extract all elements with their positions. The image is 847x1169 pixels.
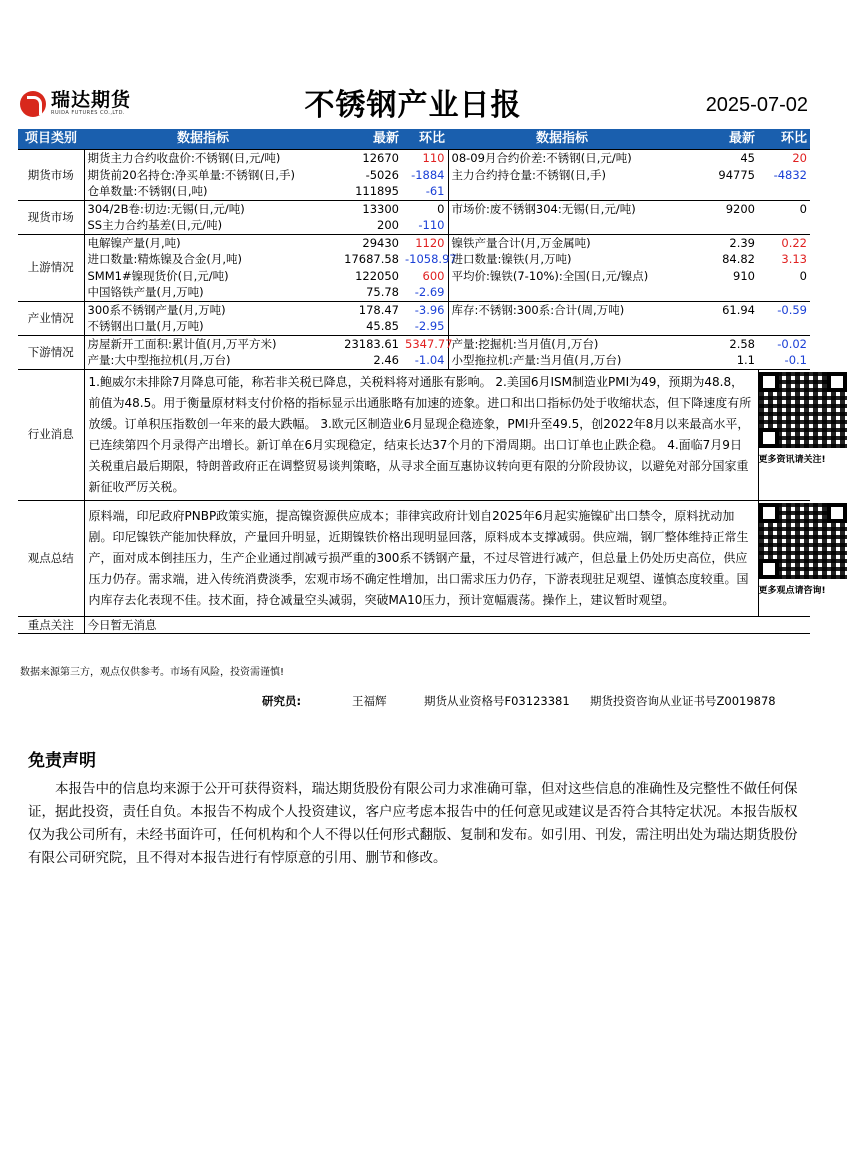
table-row [18,335,810,352]
header-indicator-left: 数据指标 [84,129,322,150]
latest-value [676,217,758,234]
focus-text: 今日暂无消息 [84,616,810,634]
header-latest-right: 最新 [676,129,758,150]
indicator-name: 仓单数量:不锈钢(日,吨) [87,184,208,198]
table-row [18,251,810,268]
change-value: -2.95 [402,318,448,335]
qr-cell [758,369,826,500]
indicator-name: 300系不锈钢产量(月,万吨) [84,301,322,318]
change-value: 3.13 [781,252,807,266]
change-value: -0.59 [758,301,810,318]
qr-caption: 更多资讯请关注! [758,454,826,465]
table-row [18,217,810,234]
change-value: -1.04 [402,352,448,369]
header-change-right: 环比 [758,129,810,150]
latest-value: 94775 [718,167,755,182]
report-title: 不锈钢产业日报 [304,88,522,123]
latest-value: 178.47 [322,301,402,318]
change-value: 110 [402,150,448,167]
latest-value: 13300 [322,200,402,217]
indicator-name: 市场价:废不锈钢304:无锡(日,元/吨) [448,200,676,217]
category-cell: 下游情况 [18,335,84,369]
indicator-name: 期货主力合约收盘价:不锈钢(日,元/吨) [84,150,322,167]
views-text: 原料端，印尼政府PNBP政策实施，提高镍资源供应成本；菲律宾政府计划自2025年6月起实施镍矿出口禁令，原料扰动加剧。印尼镍铁产能加快释放，产量回升明显，近期镍铁价格出现明显回落，原料成本支撑减弱。供应端，钢厂整体维持正常生产，面对成本倒挂压力，生产企业通过削减亏损严重的300系不锈钢产量，不过尽管进行减产，但总量上仍处历史高位，供应压力仍存。需求端，进入传统消费淡季，宏观市场不确定性增加，出口需求压力仍存，下游表现驻足观望、谨慎态度较重。国内库存去化表现不佳。技术面，持仓减量空头减弱，突破MA10压力，预计宽幅震荡。操作上，建议暂时观望。 [84,500,758,616]
indicator-name: 中国铬铁产量(月,万吨) [87,285,204,299]
indicator-name: SS主力合约基差(日,元/吨) [87,218,223,232]
table-row [18,234,810,251]
table-row [18,284,810,301]
latest-value: -5026 [365,167,399,182]
latest-value: 29430 [322,234,402,251]
change-value: -1884 [402,167,448,184]
indicator-name: 平均价:镍铁(7-10%):全国(日,元/镍点) [451,268,649,283]
table-row [18,318,810,335]
qr-code-icon [759,503,847,579]
indicator-name: 主力合约持仓量:不锈钢(日,手) [451,167,607,182]
category-cell: 行业消息 [18,369,84,500]
latest-value: 75.78 [366,285,399,299]
latest-value: 2.39 [676,234,758,251]
indicator-name: 房屋新开工面积:累计值(月,万平方米) [84,335,322,352]
report-date: 2025-07-02 [705,94,808,116]
category-cell: 上游情况 [18,234,84,301]
table-row [18,352,810,369]
latest-value: 200 [377,218,399,232]
table-header-row [18,129,810,150]
change-value [758,183,810,200]
futures-qualification: 期货从业资格号F03123381 [424,694,570,708]
change-value: 600 [402,268,448,285]
change-value: 0 [402,200,448,217]
logo-name-cn: 瑞达期货 [51,89,132,111]
category-cell: 观点总结 [18,500,84,616]
disclaimer-body: 本报告中的信息均来源于公开可获得资料，瑞达期货股份有限公司力求准确可靠，但对这些信息的准确性及完整性不做任何保证，据此投资，责任自负。本报告不构成个人投资建议，客户应考虑本报告中的任何意见或建议是否符合其特定状况。本报告版权仅为我公司所有，未经书面许可，任何机构和个人不得以任何形式翻版、复制和发布。如引用、刊发，需注明出处为瑞达期货股份有限公司研究院，且不得对本报告进行有悖原意的引用、删节和修改。 [28,781,798,866]
change-value: -110 [402,217,448,234]
header-category: 项目类别 [18,129,84,150]
latest-value [676,284,758,301]
latest-value: 1.1 [736,353,755,367]
latest-value: 9200 [676,200,758,217]
change-value: 1120 [402,234,448,251]
latest-value: 17687.58 [344,252,399,266]
latest-value [676,183,758,200]
indicator-name: 电解镍产量(月,吨) [84,234,322,251]
qr-cell [758,500,826,616]
change-value: -4832 [773,167,807,182]
change-value: -0.1 [784,353,807,367]
indicator-name: 进口数量:镍铁(月,万吨) [451,252,572,266]
change-value: -3.96 [402,301,448,318]
latest-value: 84.82 [722,252,755,266]
text-section-row [18,369,810,500]
change-value [758,284,810,301]
table-row [18,183,810,200]
change-value: -1058.97 [402,251,448,268]
table-row [18,150,810,167]
indicator-name: 304/2B卷:切边:无锡(日,元/吨) [84,200,322,217]
latest-value: 23183.61 [322,335,402,352]
indicator-name: 镍铁产量合计(月,万金属吨) [448,234,676,251]
qr-code-icon [759,372,847,448]
latest-value: 2.46 [373,353,399,367]
latest-value: 122050 [355,268,399,283]
change-value: -0.02 [758,335,810,352]
indicator-name [448,183,676,200]
change-value [758,318,810,335]
table-row [18,167,810,184]
indicator-name [448,217,676,234]
change-value: 0.22 [758,234,810,251]
table-row [18,301,810,318]
latest-value: 910 [733,268,755,283]
category-cell: 现货市场 [18,200,84,234]
consulting-certificate: 期货投资咨询从业证书号Z0019878 [590,694,776,708]
change-value: -2.69 [402,284,448,301]
disclaimer-title: 免责声明 [28,751,96,771]
source-note: 数据来源第三方，观点仅供参考。市场有风险，投资需谨慎! [20,667,285,678]
latest-value: 45 [676,150,758,167]
category-cell: 期货市场 [18,150,84,201]
indicator-name: 产量:挖掘机:当月值(月,万台) [448,335,676,352]
category-cell: 重点关注 [18,616,84,634]
researcher-name: 王福辉 [352,694,387,708]
category-cell: 产业情况 [18,301,84,335]
indicator-name: 不锈钢出口量(月,万吨) [87,319,204,333]
indicator-name: 产量:大中型拖拉机(月,万台) [87,353,231,367]
logo-name-en: RUIDA FUTURES CO.,LTD. [51,110,126,116]
focus-row [18,616,810,634]
latest-value: 111895 [355,184,399,198]
change-value [758,217,810,234]
change-value: 0 [758,200,810,217]
text-section-row [18,500,810,616]
table-row [18,200,810,217]
data-table [18,129,826,634]
header-indicator-right: 数据指标 [448,129,676,150]
change-value: -61 [402,183,448,200]
indicator-name: 库存:不锈钢:300系:合计(周,万吨) [448,301,676,318]
latest-value: 61.94 [676,301,758,318]
indicator-name [448,318,676,335]
change-value: 5347.77 [402,335,448,352]
researcher-label: 研究员: [262,694,302,708]
change-value: 0 [799,268,807,283]
change-value: 20 [758,150,810,167]
indicator-name: 08-09月合约价差:不锈钢(日,元/吨) [448,150,676,167]
header-change-left: 环比 [402,129,448,150]
table-row [18,268,810,285]
latest-value: 45.85 [366,319,399,333]
header-latest-left: 最新 [322,129,402,150]
news-text: 1.鲍威尔未排除7月降息可能，称若非关税已降息，关税料将对通胀有影响。 2.美国6月ISM制造业PMI为49，预期为48.8，前值为48.5。用于衡量原材料支付价格的指标显示出通胀略有加速的迹象。进口和出口指标仍处于收缩状态，但下降速度有所放缓。订单积压指数创一年来的最大跌幅。 3.欧元区制造业6月显现企稳迹象，PMI升至49.5，创2022年8月以来最高水平，已连续第四个月录得产出增长。新订单在6月实现稳定，结束长达37个月的下滑周期。出口订单也止跌企稳。 4.面临7月9日关税重启最后期限，特朗普政府正在调整贸易谈判策略，从寻求全面互惠协议转向更有限的分阶段协议，以避免对部分国家重新征收严厉关税。 [84,369,758,500]
latest-value [676,318,758,335]
indicator-name: 期货前20名持仓:净买单量:不锈钢(日,手) [87,167,296,182]
indicator-name [448,284,676,301]
latest-value: 2.58 [676,335,758,352]
qr-caption: 更多观点请咨询! [758,585,826,596]
indicator-name: 进口数量:精炼镍及合金(月,吨) [87,252,243,266]
latest-value: 12670 [322,150,402,167]
indicator-name: SMM1#镍现货价(日,元/吨) [87,268,229,283]
indicator-name: 小型拖拉机:产量:当月值(月,万台) [451,353,622,367]
